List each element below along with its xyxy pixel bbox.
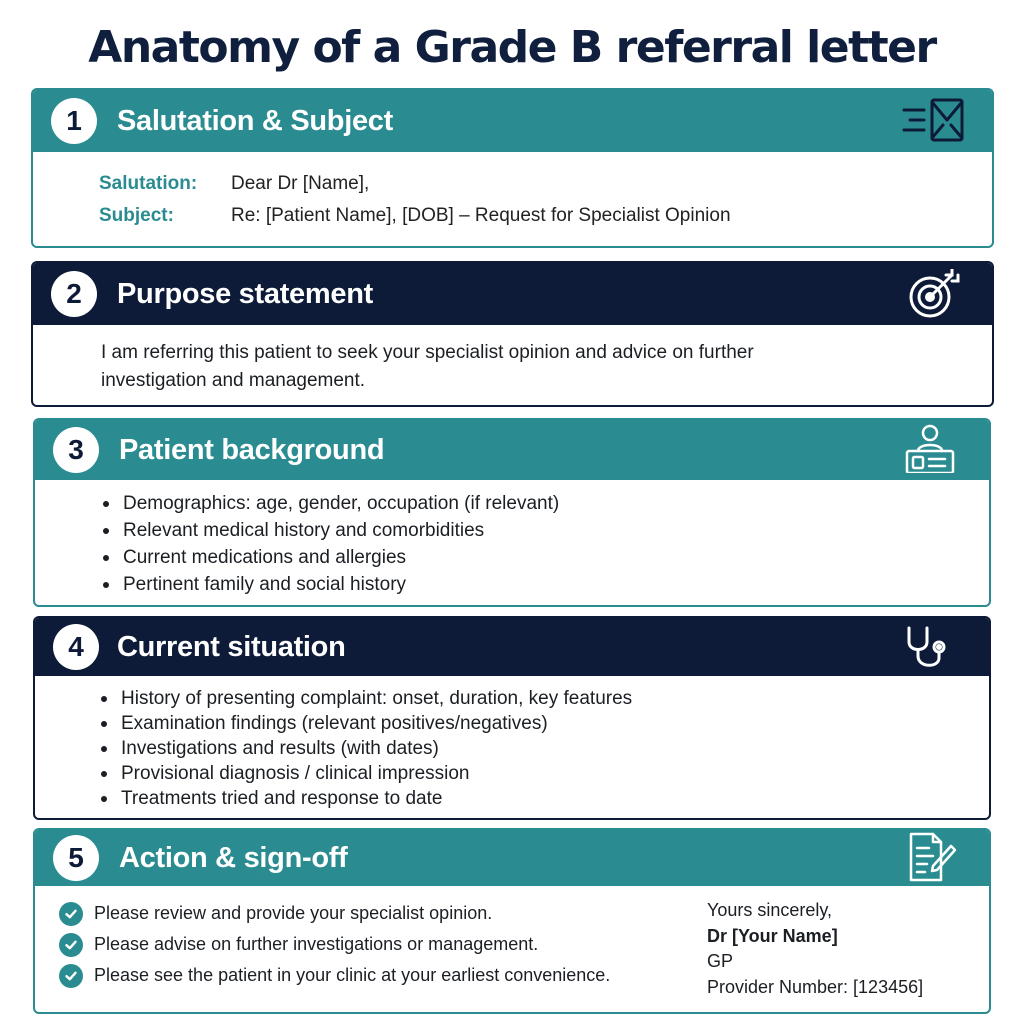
patient-background-list [101, 490, 989, 598]
current-situation-list [99, 686, 989, 811]
list-item: Treatments tried and response to date [99, 786, 989, 811]
list-item: Demographics: age, gender, occupation (if relevant) [101, 490, 989, 517]
request-text: Please advise on further investigations or management. [94, 934, 539, 954]
signoff-closing: Yours sincerely, [707, 900, 833, 920]
subject-value: Re: [Patient Name], [DOB] – Request for Specialist Opinion [231, 205, 731, 226]
check-circle-icon [59, 964, 83, 988]
section-number: 3 [53, 427, 99, 473]
action-requests [59, 898, 610, 991]
salutation-value: Dear Dr [Name], [231, 173, 370, 194]
list-item [59, 898, 610, 929]
section-header [35, 618, 989, 676]
section-current-situation [33, 616, 991, 820]
section-purpose-statement [31, 261, 994, 407]
list-item: Examination findings (relevant positives/negatives) [99, 711, 989, 736]
section-header [35, 830, 989, 886]
check-circle-icon [59, 902, 83, 926]
section-heading: Patient background [119, 433, 385, 466]
section-heading: Purpose statement [117, 277, 373, 310]
section-number: 4 [53, 624, 99, 670]
section-action-signoff [33, 828, 991, 1014]
section-heading: Current situation [117, 630, 346, 663]
salutation-row [99, 168, 992, 200]
check-circle-icon [59, 933, 83, 957]
target-icon [900, 269, 966, 319]
section-number: 5 [53, 835, 99, 881]
request-text: Please review and provide your specialist opinion. [94, 903, 493, 923]
request-text: Please see the patient in your clinic at your earliest convenience. [94, 965, 611, 985]
purpose-text-line-2: investigation and management. [101, 370, 366, 391]
salutation-label: Salutation: [99, 173, 198, 194]
subject-row [99, 200, 992, 232]
signoff-provider-number: Provider Number: [123456] [707, 976, 924, 997]
section-header [35, 420, 989, 480]
stethoscope-icon [897, 622, 963, 672]
section-header [33, 90, 992, 152]
signoff-name: Dr [Your Name] [707, 925, 838, 946]
document-pen-icon [897, 832, 963, 882]
list-item: Investigations and results (with dates) [99, 736, 989, 761]
section-patient-background [33, 418, 991, 607]
id-badge-icon [897, 423, 963, 473]
page-title: Anatomy of a Grade B referral letter [88, 22, 936, 73]
list-item: Relevant medical history and comorbidities [101, 517, 989, 544]
section-heading: Salutation & Subject [117, 104, 393, 137]
signoff-block [707, 898, 923, 1000]
list-item: History of presenting complaint: onset, duration, key features [99, 686, 989, 711]
section-salutation-subject [31, 88, 994, 248]
list-item: Provisional diagnosis / clinical impression [99, 761, 989, 786]
section-number: 2 [51, 271, 97, 317]
purpose-text-line-1: I am referring this patient to seek your specialist opinion and advice on further [101, 342, 754, 363]
list-item: Pertinent family and social history [101, 571, 989, 598]
signoff-role: GP [707, 951, 734, 971]
section-heading: Action & sign-off [119, 841, 348, 874]
section-header [33, 263, 992, 325]
list-item: Current medications and allergies [101, 544, 989, 571]
section-number: 1 [51, 98, 97, 144]
envelope-icon [900, 96, 966, 146]
list-item [59, 929, 610, 960]
subject-label: Subject: [99, 205, 174, 226]
list-item [59, 960, 610, 991]
